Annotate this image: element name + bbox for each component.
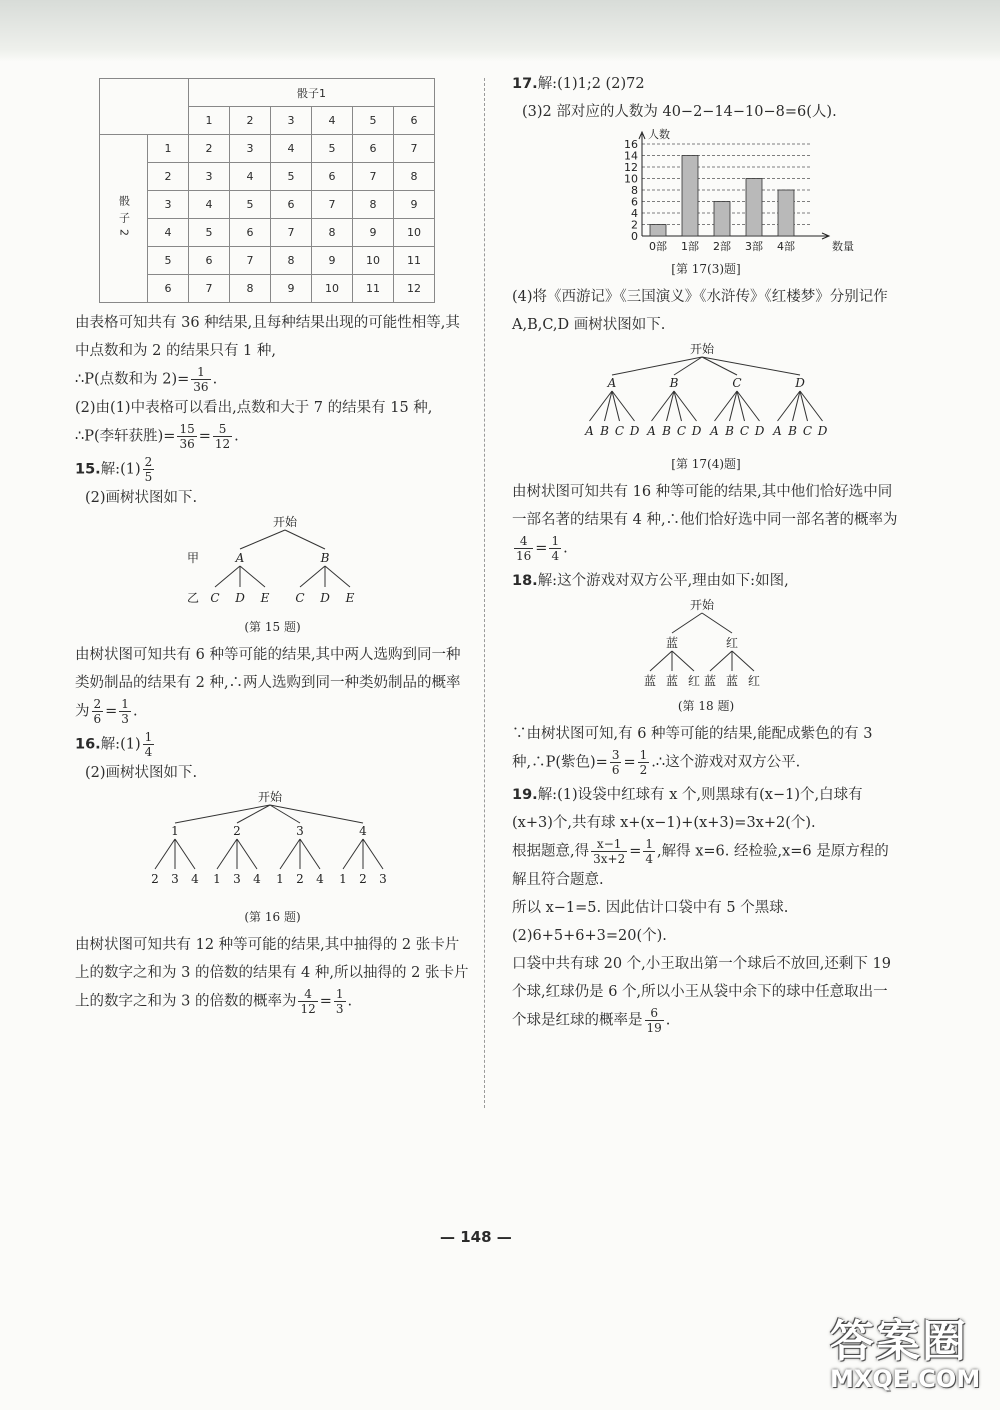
q18-caption: (第 18 题) [677,699,735,713]
table-cell: 5 [148,247,189,275]
tree-leaf: 2 [296,872,304,886]
table-cell: 5 [271,163,312,191]
y-tick-label: 12 [624,161,638,174]
tree-leaf: 4 [316,872,324,886]
tree-leaf: A [585,424,594,438]
table-cell: 7 [189,275,230,303]
y-tick-label: 6 [631,195,638,209]
q19-line4: (2)6+5+6+3=20(个). [512,928,667,944]
table-cell: 12 [394,275,435,303]
x-tick-label: 1部 [681,240,699,253]
x-tick-label: 3部 [745,240,763,253]
table-row [100,219,435,247]
tree-leaf: C [739,424,750,438]
table-cell: 6 [312,163,353,191]
die2-header: 骰子2 [100,135,148,303]
q19-line5: 口袋中共有球 20 个,小王取出第一个球后不放回,还剩下 19 个球,红球仍是 6 个,所以小王从袋中余下的球中任意取出一个球是红球的概率是 $\frac{6}{19}$ . [512,956,891,1035]
x-tick-label: 2部 [713,240,731,253]
q17-caption2: [第 17(4)题] [671,457,741,471]
y-tick-label: 4 [631,207,638,220]
q15-text: 由树状图可知共有 6 种等可能的结果,其中两人选购到同一种类奶制品的结果有 2 种,∴两人选购到同一种类奶制品的概率为 $\frac{2}{6}$ = $\frac{1}{3}$ . [75,647,461,726]
q18-tree-diagram [512,595,900,691]
q18-head: 18.解:这个游戏对双方公平,理由如下:如图, [512,573,789,589]
q17-caption1: [第 17(3)题] [671,262,741,276]
tree-node: 4 [359,824,367,838]
tree-leaf: C [614,424,625,438]
tree-leaf: A [773,424,782,438]
table-header-cell: 1 [189,107,230,135]
q17-bar-chart [512,126,900,254]
table-header-cell: 6 [394,107,435,135]
tree-leaf: 1 [276,872,284,886]
q17-tree-diagram [512,339,900,449]
tree-leaf: C [210,591,220,605]
page-number: — 148 — [440,1228,512,1246]
tree-node: A [607,376,617,390]
dice-sum-table [99,78,435,303]
table-cell: 3 [148,191,189,219]
tree-leaf: 3 [233,872,241,886]
table-cell: 7 [271,219,312,247]
tree-leaf: B [600,424,609,438]
table-header-cell: 5 [353,107,394,135]
bar [650,225,666,237]
tree-leaf: D [320,591,330,605]
bar [746,179,762,237]
tree-node: B [320,551,330,565]
y-tick-label: 0 [631,230,638,243]
table-row [100,191,435,219]
tree-leaf: D [754,424,765,438]
table-cell: 6 [353,135,394,163]
tree-leaf: 红 [747,674,761,688]
right-column [512,70,900,1035]
q17-line3: (3)2 部对应的人数为 40−2−14−10−8=6(人). [522,104,837,120]
watermark-url: MXQE.COM [830,1365,981,1393]
tree-node: A [235,551,245,565]
tree-leaf: C [802,424,813,438]
scan-top-band [0,0,1000,62]
tree-leaf: E [260,591,270,605]
tree-node: 2 [233,824,241,838]
tree-leaf: C [295,591,305,605]
tree-root: 开始 [257,790,283,804]
tree-leaf: 1 [213,872,221,886]
tree-root: 开始 [689,342,715,356]
tree-leaf: 3 [379,872,387,886]
table-cell: 3 [230,135,271,163]
tree-leaf: D [629,424,640,438]
y-tick-label: 16 [624,138,638,151]
table-cell: 10 [394,219,435,247]
y-tick-label: 14 [624,149,638,163]
q14-text2: (2)由(1)中表格可以看出,点数和大于 7 的结果有 15 种, [75,400,433,416]
table-cell: 11 [353,275,394,303]
tree-level-label: 甲 [186,551,200,565]
table-cell: 7 [230,247,271,275]
tree-leaf: 2 [151,872,159,886]
watermark-logo [830,1305,995,1400]
table-header-cell: 2 [230,107,271,135]
q17-line4: (4)将《西游记》《三国演义》《水浒传》《红楼梦》分别记作 A,B,C,D 画树状图如下. [512,289,888,333]
tree-leaf: A [647,424,656,438]
q14-text1: 由表格可知共有 36 种结果,且每种结果出现的可能性相等,其中点数和为 2 的结果只有 1 种, [75,315,460,359]
table-cell: 9 [312,247,353,275]
table-cell: 8 [271,247,312,275]
q16-head: 16.解:(1) $\frac{1}{4}$ [75,730,153,759]
tree-leaf: 蓝 [643,674,657,688]
bar [778,190,794,236]
tree-leaf: D [817,424,828,438]
bar [682,156,698,237]
table-cell: 11 [394,247,435,275]
tree-leaf: 蓝 [725,674,739,688]
table-cell: 9 [271,275,312,303]
tree-leaf: C [676,424,687,438]
q19-head: 19.解:(1)设袋中红球有 x 个,则黑球有(x−1)个,白球有(x+3)个,共有球 x+(x−1)+(x+3)=3x+2(个). [512,787,863,831]
table-cell: 10 [353,247,394,275]
tree-node: D [795,376,805,390]
tree-node: 蓝 [665,636,679,650]
y-tick-label: 8 [631,184,638,197]
tree-leaf: 3 [171,872,179,886]
table-row [100,163,435,191]
q19-equation-line: 根据题意,得 $\frac{x-1}{3x+2}$ = $\frac{1}{4}$ ,解得 x=6. 经检验,x=6 是原方程的解且符合题意. [512,837,889,888]
q16-text: 由树状图可知共有 12 种等可能的结果,其中抽得的 2 张卡片上的数字之和为 3 的倍数的结果有 4 种,所以抽得的 2 张卡片上的数字之和为 3 的倍数的概率为 $\frac{4}{12}$ = $\frac{1}{3}$ . [75,937,469,1016]
table-cell: 4 [148,219,189,247]
table-cell: 4 [230,163,271,191]
tree-leaf: 1 [339,872,347,886]
tree-node: 3 [296,824,304,838]
tree-root: 开始 [689,598,715,612]
tree-leaf: D [235,591,245,605]
x-axis-label: 数量 [832,240,854,253]
table-cell: 8 [312,219,353,247]
table-header-cell: 3 [271,107,312,135]
y-axis-label: 人数 [648,128,670,141]
x-tick-label: 4部 [777,240,795,253]
table-row [100,275,435,303]
table-cell: 4 [189,191,230,219]
tree-leaf: 2 [359,872,367,886]
q15-line2: (2)画树状图如下. [85,490,198,506]
tree-node: 红 [725,636,739,650]
table-cell: 8 [353,191,394,219]
table-cell: 8 [230,275,271,303]
column-divider [484,78,485,1108]
table-cell: 6 [189,247,230,275]
table-cell: 6 [230,219,271,247]
q15-caption: (第 15 题) [244,620,301,634]
tree-leaf: 蓝 [703,674,717,688]
q14-p2: ∴P(李轩获胜)= $\frac{15}{36}$ = $\frac{5}{12}$ . [75,422,239,451]
table-cell: 8 [394,163,435,191]
y-tick-label: 10 [624,172,638,186]
q16-line2: (2)画树状图如下. [85,765,198,781]
tree-leaf: E [345,591,355,605]
table-cell: 2 [189,135,230,163]
tree-leaf: 蓝 [665,674,679,688]
table-cell: 3 [189,163,230,191]
tree-leaf: B [662,424,671,438]
tree-node: C [732,376,742,390]
y-tick-label: 2 [631,218,638,232]
watermark-title: 答案圈 [830,1316,968,1367]
tree-leaf: B [725,424,734,438]
table-cell: 7 [312,191,353,219]
table-cell: 10 [312,275,353,303]
table-cell: 5 [312,135,353,163]
q16-caption: (第 16 题) [244,910,301,924]
x-tick-label: 0部 [649,240,667,253]
tree-leaf: D [691,424,702,438]
table-cell: 6 [271,191,312,219]
bar [714,202,730,237]
table-cell: 9 [394,191,435,219]
table-cell: 6 [148,275,189,303]
table-header-cell: 4 [312,107,353,135]
table-cell: 1 [148,135,189,163]
tree-node: 1 [171,824,179,838]
table-cell: 7 [394,135,435,163]
die1-header: 骰子1 [189,79,435,107]
q15-tree-diagram [75,512,470,612]
tree-leaf: 红 [687,674,701,688]
table-row [100,247,435,275]
q17-head: 17.解:(1)1;2 (2)72 [512,76,645,92]
tree-leaf: A [710,424,719,438]
table-cell: 5 [189,219,230,247]
table-cell: 2 [148,163,189,191]
q18-text: ∵由树状图可知,有 6 种等可能的结果,能配成紫色的有 3 种,∴P(紫色)= $\frac{3}{6}$ = $\frac{1}{2}$ .∴这个游戏对双方公平. [512,726,873,777]
tree-leaf: 4 [253,872,261,886]
table-cell: 9 [353,219,394,247]
table-corner [100,79,189,135]
left-column [75,70,470,1016]
q14-p1: ∴P(点数和为 2)= $\frac{1}{36}$ . [75,365,218,394]
tree-root: 开始 [272,515,298,529]
tree-leaf: B [788,424,797,438]
q15-head: 15.解:(1) $\frac{2}{5}$ [75,455,153,484]
table-cell: 5 [230,191,271,219]
table-row [100,135,435,163]
table-cell: 4 [271,135,312,163]
q16-tree-diagram [75,787,470,902]
tree-leaf: 4 [191,872,199,886]
q19-line3: 所以 x−1=5. 因此估计口袋中有 5 个黑球. [512,900,789,916]
tree-node: B [669,376,679,390]
table-cell: 7 [353,163,394,191]
tree-level-label: 乙 [186,591,200,605]
q17-text: 由树状图可知共有 16 种等可能的结果,其中他们恰好选中同一部名著的结果有 4 种,∴他们恰好选中同一部名著的概率为 $\frac{4}{16}$ = $\frac{1}{4}$ . [512,484,898,563]
